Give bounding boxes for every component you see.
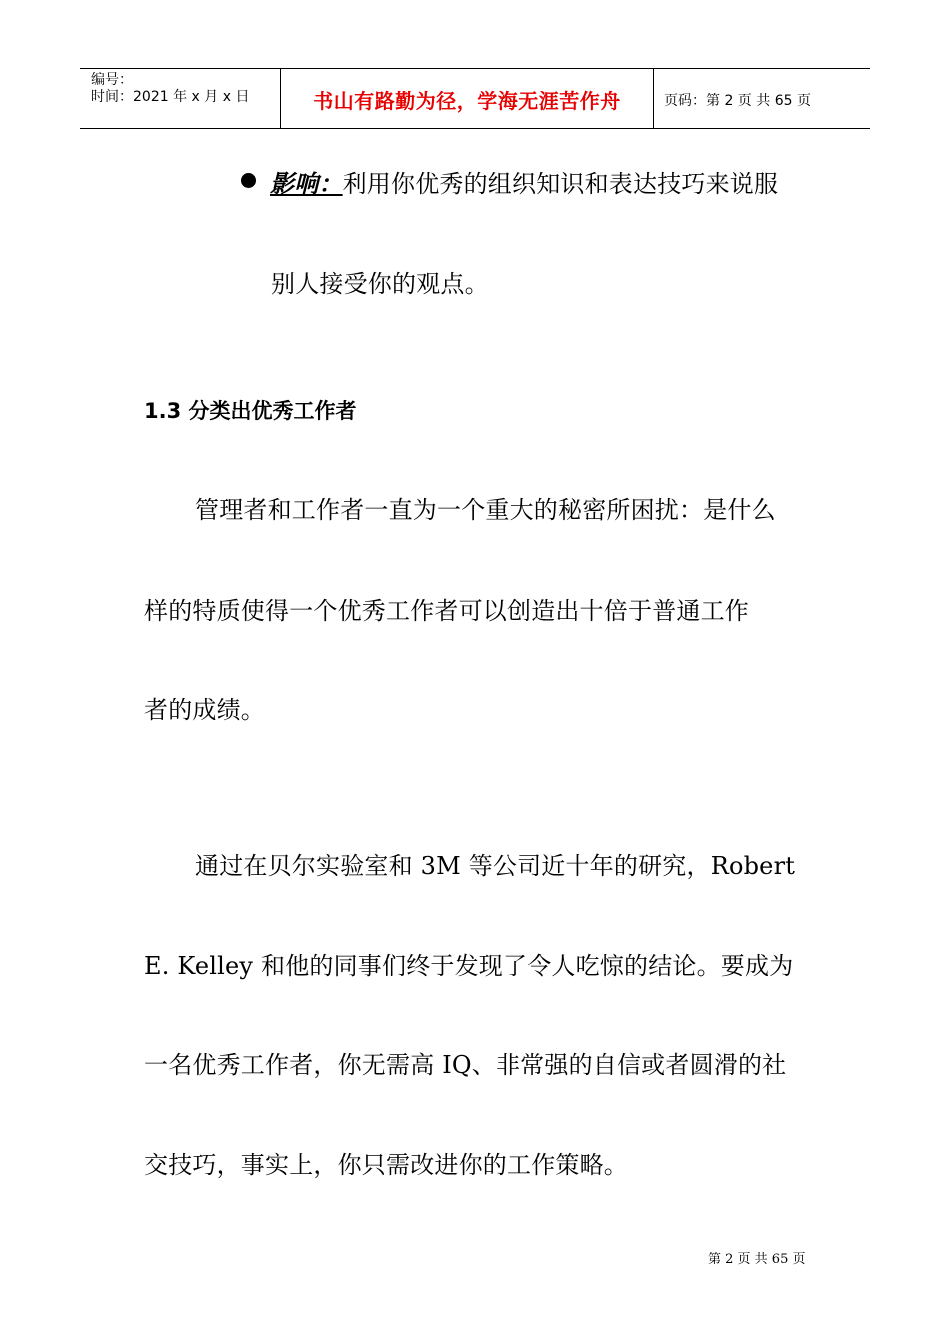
section-heading: 1.3 分类出优秀工作者 [144,399,357,423]
paragraph-1-line-1: 管理者和工作者一直为一个重大的秘密所困扰：是什么 [195,496,776,524]
bullet-line-2: 别人接受你的观点。 [271,270,489,298]
paragraph-1-line-3: 者的成绩。 [144,696,265,724]
bullet-text-1: 利用你优秀的组织知识和表达技巧来说服 [342,170,779,198]
bullet-line-1 [270,164,778,199]
paragraph-2-line-4: 交技巧，事实上，你只需改进你的工作策略。 [144,1151,628,1179]
document-header [80,68,870,129]
paragraph-2-line-2: E. Kelley 和他的同事们终于发现了令人吃惊的结论。要成为 [144,952,794,980]
header-number-label: 编号： [91,72,133,88]
header-time-label: 时间：2021 年 x 月 x 日 [91,89,250,105]
paragraph-1-line-2: 样的特质使得一个优秀工作者可以创造出十倍于普通工作 [144,597,749,625]
header-motto: 书山有路勤为径，学海无涯苦作舟 [281,69,654,128]
paragraph-2-line-3: 一名优秀工作者，你无需高 IQ、非常强的自信或者圆滑的社 [144,1051,787,1079]
bullet-dot-icon [241,173,256,188]
header-meta-cell [80,69,281,128]
bullet-term: 影响： [270,169,343,198]
paragraph-2-line-1: 通过在贝尔实验室和 3M 等公司近十年的研究，Robert [195,852,796,880]
footer-page-info: 第 2 页 共 65 页 [708,1252,806,1267]
header-page-info: 页码：第 2 页 共 65 页 [664,92,811,109]
